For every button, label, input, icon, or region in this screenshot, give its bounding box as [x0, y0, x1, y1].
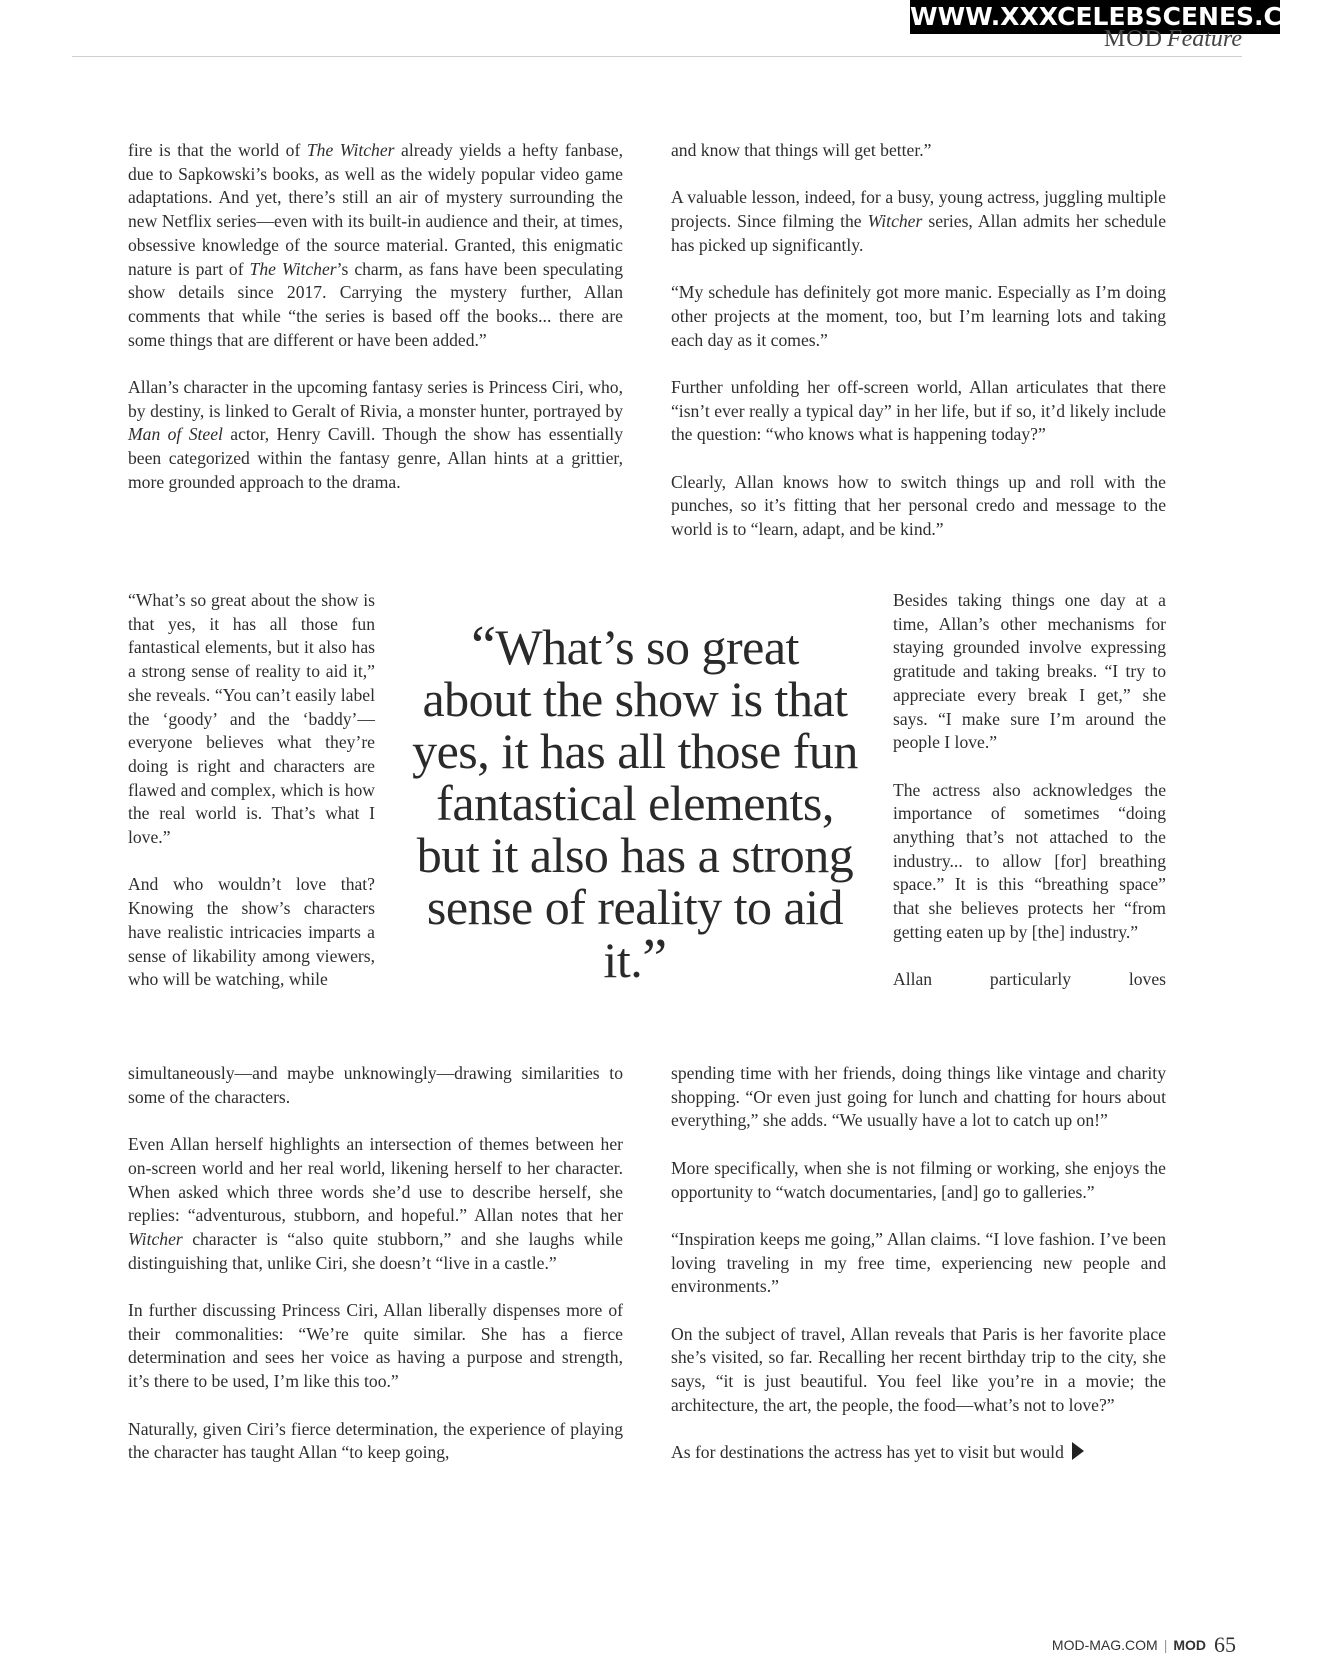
- title-witcher: Witcher: [128, 1228, 183, 1249]
- footer-brand: MOD: [1173, 1637, 1206, 1653]
- body-paragraph: More specifically, when she is not filming or working, she enjoys the opportunity to “watch documentaries, [and] go to galleries.”: [671, 1157, 1166, 1202]
- body-paragraph: And who wouldn’t love that? Knowing the show’s characters have realistic intricacies imparts a sense of likability among viewers, who will be watching, while: [128, 874, 375, 990]
- left-column-top: [128, 139, 623, 495]
- pull-quote: [412, 615, 858, 990]
- body-paragraph: The actress also acknowledges the importance of sometimes “doing anything that’s not attached to the industry... to allow [for] breathing space.” It is this “breathing space” that she believes protects her “from getting eaten up by [the] industry.”: [893, 779, 1166, 942]
- body-paragraph: Clearly, Allan knows how to switch things up and roll with the punches, so it’s fitting that her personal credo and message to the world is to “learn, adapt, and be kind.”: [671, 471, 1166, 540]
- right-column-narrow: [893, 589, 1166, 992]
- continued-text: As for destinations the actress has yet to visit but would: [671, 1442, 1064, 1463]
- title-witcher: Witcher: [867, 211, 923, 232]
- open-quote-mark: “: [471, 615, 496, 677]
- watermark-banner: WWW.XXXCELEBSCENES.COM: [910, 0, 1280, 34]
- left-column-narrow: [128, 589, 375, 992]
- body-paragraph: On the subject of travel, Allan reveals that Paris is her favorite place she’s visited, so far. Recalling her recent birthday trip to the city, she says, “it is just beautiful. You feel like you’re in a movie; the architecture, the art, the people, the food—what’s not to love?”: [671, 1323, 1166, 1415]
- header-divider: [72, 56, 1242, 57]
- right-column-bottom: [671, 1062, 1166, 1465]
- body-paragraph: “Inspiration keeps me going,” Allan claims. “I love fashion. I’ve been loving traveling in my free time, experiencing new people and environments.”: [671, 1228, 1166, 1297]
- title-the-witcher: The Witcher: [249, 258, 337, 279]
- right-column-top: [671, 139, 1166, 542]
- body-paragraph: In further discussing Princess Ciri, Allan liberally dispenses more of their commonalities: “We’re quite similar. She has a fierce determination and sees her voice as having a purpose and strength, it’s there to be used, I’m like this too.”: [128, 1300, 623, 1392]
- left-column-bottom: [128, 1062, 623, 1465]
- header-section: Feature: [1166, 26, 1242, 52]
- continue-arrow-icon: [1072, 1442, 1084, 1460]
- body-paragraph: Besides taking things one day at a time, Allan’s other mechanisms for staying grounded involve expressing gratitude and taking breaks. “I try to appreciate every break I get,” she says. “I make sure I’m around the people I love.”: [893, 590, 1166, 753]
- body-paragraph: fire is that the world of The Witcher already yields a hefty fanbase, due to Sapkowski’s books, as well as the widely popular video game adaptations. And yet, there’s still an air of mystery surrounding the new Netflix series—even with its built-in audience and their, at times, obsessive knowledge of the source material. Granted, this enigmatic nature is part of The Witcher’s charm, as fans have been speculating show details since 2017. Carrying the mystery further, Allan comments that while “the series is based off the books... there are some things that are different or have been added.”: [128, 140, 624, 350]
- pull-quote-text: What’s so great about the show is that yes, it has all those fun fantastical elements, but it also has a strong sense of reality to aid it.: [412, 619, 858, 988]
- title-man-of-steel: Man of Steel: [128, 424, 223, 445]
- footer-site: MOD-MAG.COM: [1051, 1637, 1158, 1653]
- page-header: [1104, 26, 1242, 52]
- page-footer: [1052, 1632, 1236, 1658]
- body-paragraph: A valuable lesson, indeed, for a busy, young actress, juggling multiple projects. Since filming the Witcher series, Allan admits her schedule has picked up significantly.: [671, 187, 1166, 255]
- body-paragraph: spending time with her friends, doing things like vintage and charity shopping. “Or even just going for lunch and chatting for hours about everything,” she adds. “We usually have a lot to catch up on!”: [671, 1063, 1166, 1131]
- body-paragraph: “My schedule has definitely got more manic. Especially as I’m doing other projects at the moment, too, but I’m learning lots and taking each day as it comes.”: [671, 282, 1166, 350]
- body-paragraph: “What’s so great about the show is that yes, it has all those fun fantastical elements, but it also has a strong sense of reality to aid it,” she reveals. “You can’t easily label the ‘goody’ and the ‘baddy’—everyone believes what they’re doing is right and characters are flawed and complex, which is how the real world is. That’s what I love.”: [128, 590, 375, 848]
- title-the-witcher: The Witcher: [306, 140, 395, 160]
- body-paragraph: Allan particularly loves: [893, 969, 1166, 990]
- body-paragraph: Further unfolding her off-screen world, Allan articulates that there “isn’t ever really a typical day” in her life, but if so, it’d likely include the question: “who knows what is happening today?”: [671, 376, 1166, 445]
- header-brand: MOD: [1103, 26, 1163, 52]
- body-paragraph: and know that things will get better.”: [671, 140, 932, 160]
- body-paragraph: simultaneously—and maybe unknowingly—drawing similarities to some of the characters.: [128, 1063, 623, 1107]
- body-paragraph: Naturally, given Ciri’s fierce determination, the experience of playing the character has taught Allan “to keep going,: [128, 1418, 623, 1463]
- body-paragraph: Allan’s character in the upcoming fantasy series is Princess Ciri, who, by destiny, is linked to Geralt of Rivia, a monster hunter, portrayed by Man of Steel actor, Henry Cavill. Though the show has essentially been categorized within the fantasy genre, Allan hints at a grittier, more grounded approach to the drama.: [128, 377, 623, 492]
- page-number: 65: [1214, 1632, 1236, 1657]
- body-paragraph: Even Allan herself highlights an intersection of themes between her on-screen world and her real world, likening herself to her character. When asked which three words she’d use to describe herself, she replies: “adventurous, stubborn, and hopeful.” Allan notes that her Witcher character is “also quite stubborn,” and she laughs while distinguishing that, unlike Ciri, she doesn’t “live in a castle.”: [128, 1134, 623, 1273]
- footer-divider: |: [1163, 1637, 1168, 1653]
- body-paragraph: [671, 1441, 1166, 1465]
- close-quote-mark: ”: [642, 928, 667, 990]
